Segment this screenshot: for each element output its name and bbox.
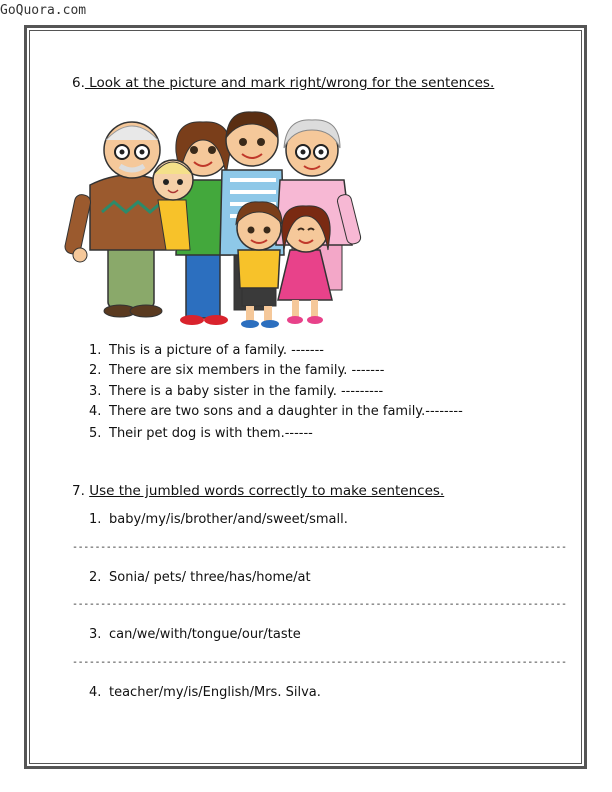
answer-line: ----------------------------------------------------------------------------------------	[72, 657, 567, 668]
q6-sentence-text: There are two sons and a daughter in the family.--------	[109, 404, 463, 419]
q6-sentence-text: There are six members in the family. -------	[109, 363, 385, 378]
q7-jumbled-item	[89, 685, 321, 700]
watermark: GoQuora.com	[0, 3, 87, 18]
answer-line: ----------------------------------------------------------------------------------------	[72, 542, 567, 553]
family-illustration	[70, 100, 360, 332]
q6-sentence-text: Their pet dog is with them.------	[109, 426, 313, 441]
q7-item-text: baby/my/is/brother/and/sweet/small.	[109, 512, 348, 527]
question-6-number: 6.	[72, 75, 85, 91]
q6-sentence-number: 4.	[89, 404, 102, 419]
question-6-instruction: Look at the picture and mark right/wrong for the sentences.	[84, 75, 495, 91]
q6-sentence	[89, 426, 313, 441]
q6-sentence	[89, 384, 383, 399]
question-7-title	[72, 483, 444, 499]
q6-sentence-text: This is a picture of a family. -------	[109, 343, 324, 358]
q7-jumbled-item	[89, 627, 301, 642]
q6-sentence-number: 3.	[89, 384, 102, 399]
question-7-instruction: Use the jumbled words correctly to make sentences.	[89, 483, 445, 499]
q7-item-text: can/we/with/tongue/our/taste	[109, 627, 301, 642]
q7-item-number: 1.	[89, 512, 102, 527]
question-7-number: 7.	[72, 483, 85, 499]
q6-sentence-number: 5.	[89, 426, 102, 441]
q6-sentence-number: 2.	[89, 363, 102, 378]
girl-figure	[278, 206, 332, 324]
grandfather-figure	[64, 122, 174, 317]
q7-jumbled-item	[89, 512, 348, 527]
q6-sentence	[89, 343, 324, 358]
q6-sentence-text: There is a baby sister in the family. ---------	[109, 384, 384, 399]
answer-line: ----------------------------------------------------------------------------------------	[72, 599, 567, 610]
q7-item-text: teacher/my/is/English/Mrs. Silva.	[109, 685, 321, 700]
q7-item-number: 4.	[89, 685, 102, 700]
q6-sentence	[89, 404, 463, 419]
q7-item-number: 3.	[89, 627, 102, 642]
q6-sentence-number: 1.	[89, 343, 102, 358]
q7-item-text: Sonia/ pets/ three/has/home/at	[109, 570, 311, 585]
question-6-title	[72, 75, 494, 91]
q7-jumbled-item	[89, 570, 311, 585]
q6-sentence	[89, 363, 384, 378]
q7-item-number: 2.	[89, 570, 102, 585]
